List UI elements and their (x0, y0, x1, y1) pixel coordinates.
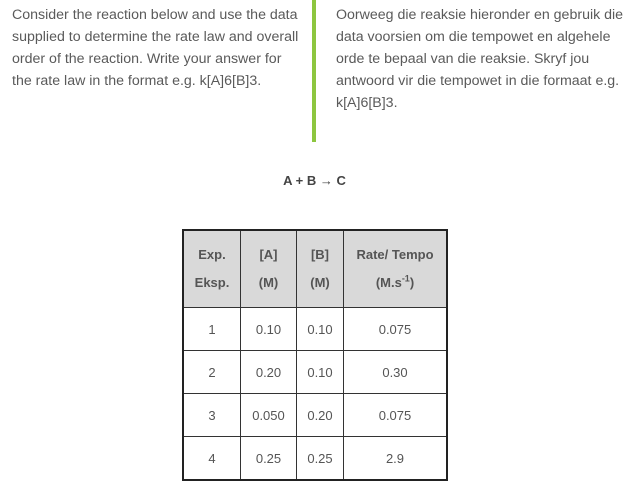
reaction-equation: A + B → C (283, 173, 346, 188)
cell-exp: 2 (183, 351, 241, 394)
cell-rate: 0.075 (344, 394, 448, 437)
cell-rate: 0.075 (344, 308, 448, 351)
cell-exp: 4 (183, 437, 241, 481)
cell-rate: 0.30 (344, 351, 448, 394)
afrikaans-instructions: Oorweeg die reaksie hieronder en gebruik die data voorsien om die tempowet en algehele orde te bepaal van die reaksie. Skryf jou antwoord vir die tempowet in die formaat e.g. k[A]6[B]3. (336, 7, 624, 111)
cell-a: 0.20 (241, 351, 297, 394)
column-divider (312, 0, 316, 142)
cell-b: 0.10 (297, 351, 344, 394)
table-row (183, 351, 447, 394)
cell-a: 0.050 (241, 394, 297, 437)
header-a: [A] (M) (241, 230, 297, 308)
cell-b: 0.20 (297, 394, 344, 437)
rate-data-table (182, 229, 448, 481)
cell-a: 0.25 (241, 437, 297, 481)
header-exp: Exp. Eksp. (183, 230, 241, 308)
header-b: [B] (M) (297, 230, 344, 308)
cell-exp: 3 (183, 394, 241, 437)
cell-rate: 2.9 (344, 437, 448, 481)
cell-a: 0.10 (241, 308, 297, 351)
table-row (183, 437, 447, 481)
cell-b: 0.10 (297, 308, 344, 351)
table-header-row (183, 230, 447, 308)
header-rate: Rate/ Tempo $(M.s^{-1})$ (344, 230, 448, 308)
cell-b: 0.25 (297, 437, 344, 481)
cell-exp: 1 (183, 308, 241, 351)
table-row (183, 394, 447, 437)
english-instructions: Consider the reaction below and use the data supplied to determine the rate law and overall order of the reaction. Write your answer for the rate law in the format e.g. k[A]6[B]3. (12, 7, 299, 89)
table-row (183, 308, 447, 351)
